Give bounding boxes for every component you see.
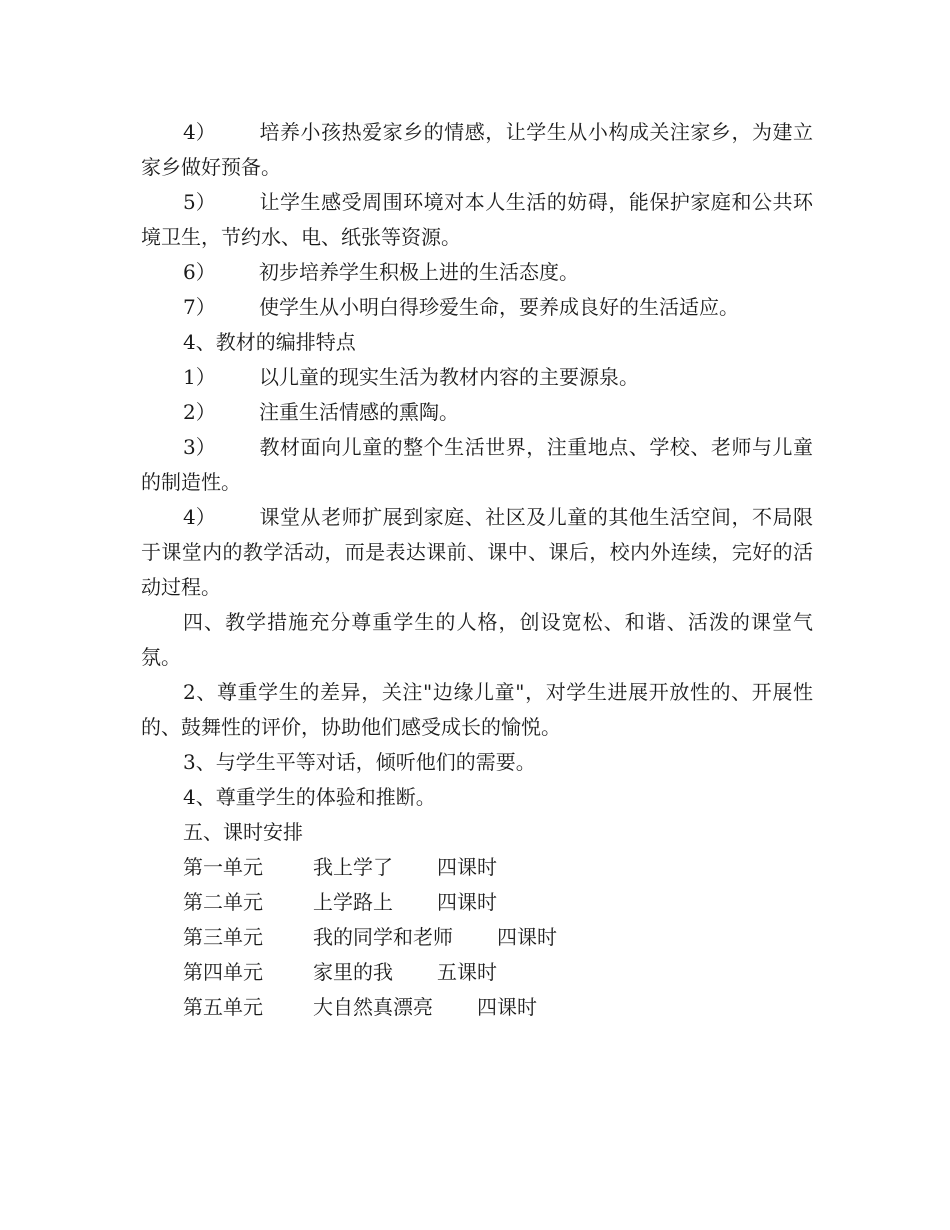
schedule-row bbox=[141, 885, 813, 920]
paragraph-text: 注重生活情感的熏陶。 bbox=[259, 400, 459, 424]
schedule-topic: 我的同学和老师 bbox=[313, 925, 453, 949]
schedule-hours: 四课时 bbox=[437, 890, 497, 914]
paragraph-text: 四、教学措施充分尊重学生的人格，创设宽松、和谐、活泼的课堂气氛。 bbox=[141, 610, 813, 669]
schedule-topic: 大自然真漂亮 bbox=[313, 995, 433, 1019]
paragraph bbox=[141, 115, 813, 185]
schedule-topic: 家里的我 bbox=[313, 960, 393, 984]
schedule-topic: 上学路上 bbox=[313, 890, 393, 914]
paragraph bbox=[141, 780, 813, 815]
schedule-row bbox=[141, 990, 813, 1025]
item-number: 1） bbox=[183, 365, 216, 389]
item-number: 4） bbox=[183, 505, 216, 529]
paragraph-text: 让学生感受周围环境对本人生活的妨碍，能保护家庭和公共环境卫生，节约水、电、纸张等资源。 bbox=[141, 190, 813, 249]
schedule-row bbox=[141, 955, 813, 990]
paragraph-text: 培养小孩热爱家乡的情感，让学生从小构成关注家乡，为建立家乡做好预备。 bbox=[141, 120, 813, 179]
item-number: 3） bbox=[183, 435, 216, 459]
schedule-hours: 五课时 bbox=[437, 960, 497, 984]
paragraph bbox=[141, 745, 813, 780]
schedule-list bbox=[141, 850, 813, 1025]
paragraph bbox=[141, 430, 813, 500]
paragraph-text: 使学生从小明白得珍爱生命，要养成良好的生活适应。 bbox=[259, 295, 739, 319]
schedule-row bbox=[141, 850, 813, 885]
item-number: 4） bbox=[183, 120, 216, 144]
schedule-unit: 第四单元 bbox=[183, 960, 263, 984]
paragraph bbox=[141, 185, 813, 255]
paragraph-text: 4、尊重学生的体验和推断。 bbox=[183, 785, 436, 809]
paragraph-text: 五、课时安排 bbox=[183, 820, 303, 844]
item-number: 6） bbox=[183, 260, 216, 284]
document-body bbox=[141, 115, 813, 1025]
schedule-topic: 我上学了 bbox=[313, 855, 393, 879]
paragraph-text: 初步培养学生积极上进的生活态度。 bbox=[259, 260, 579, 284]
paragraph bbox=[141, 290, 813, 325]
section-heading bbox=[141, 815, 813, 850]
paragraph-text: 以儿童的现实生活为教材内容的主要源泉。 bbox=[259, 365, 639, 389]
paragraph-text: 教材面向儿童的整个生活世界，注重地点、学校、老师与儿童的制造性。 bbox=[141, 435, 813, 494]
schedule-unit: 第三单元 bbox=[183, 925, 263, 949]
paragraph-text: 2、尊重学生的差异，关注"边缘儿童"，对学生进展开放性的、开展性的、鼓舞性的评价，协助他们感受成长的愉悦。 bbox=[141, 680, 813, 739]
section-heading bbox=[141, 325, 813, 360]
paragraph-text: 4、教材的编排特点 bbox=[183, 330, 356, 354]
section-heading bbox=[141, 605, 813, 675]
schedule-row bbox=[141, 920, 813, 955]
paragraph bbox=[141, 675, 813, 745]
schedule-hours: 四课时 bbox=[437, 855, 497, 879]
schedule-unit: 第二单元 bbox=[183, 890, 263, 914]
schedule-hours: 四课时 bbox=[497, 925, 557, 949]
item-number: 5） bbox=[183, 190, 216, 214]
paragraph bbox=[141, 360, 813, 395]
paragraph bbox=[141, 395, 813, 430]
paragraph-text: 3、与学生平等对话，倾听他们的需要。 bbox=[183, 750, 536, 774]
schedule-unit: 第五单元 bbox=[183, 995, 263, 1019]
paragraph bbox=[141, 255, 813, 290]
paragraph bbox=[141, 500, 813, 605]
schedule-hours: 四课时 bbox=[477, 995, 537, 1019]
paragraph-text: 课堂从老师扩展到家庭、社区及儿童的其他生活空间，不局限于课堂内的教学活动，而是表达课前、课中、课后，校内外连续，完好的活动过程。 bbox=[141, 505, 813, 599]
item-number: 7） bbox=[183, 295, 216, 319]
schedule-unit: 第一单元 bbox=[183, 855, 263, 879]
item-number: 2） bbox=[183, 400, 216, 424]
